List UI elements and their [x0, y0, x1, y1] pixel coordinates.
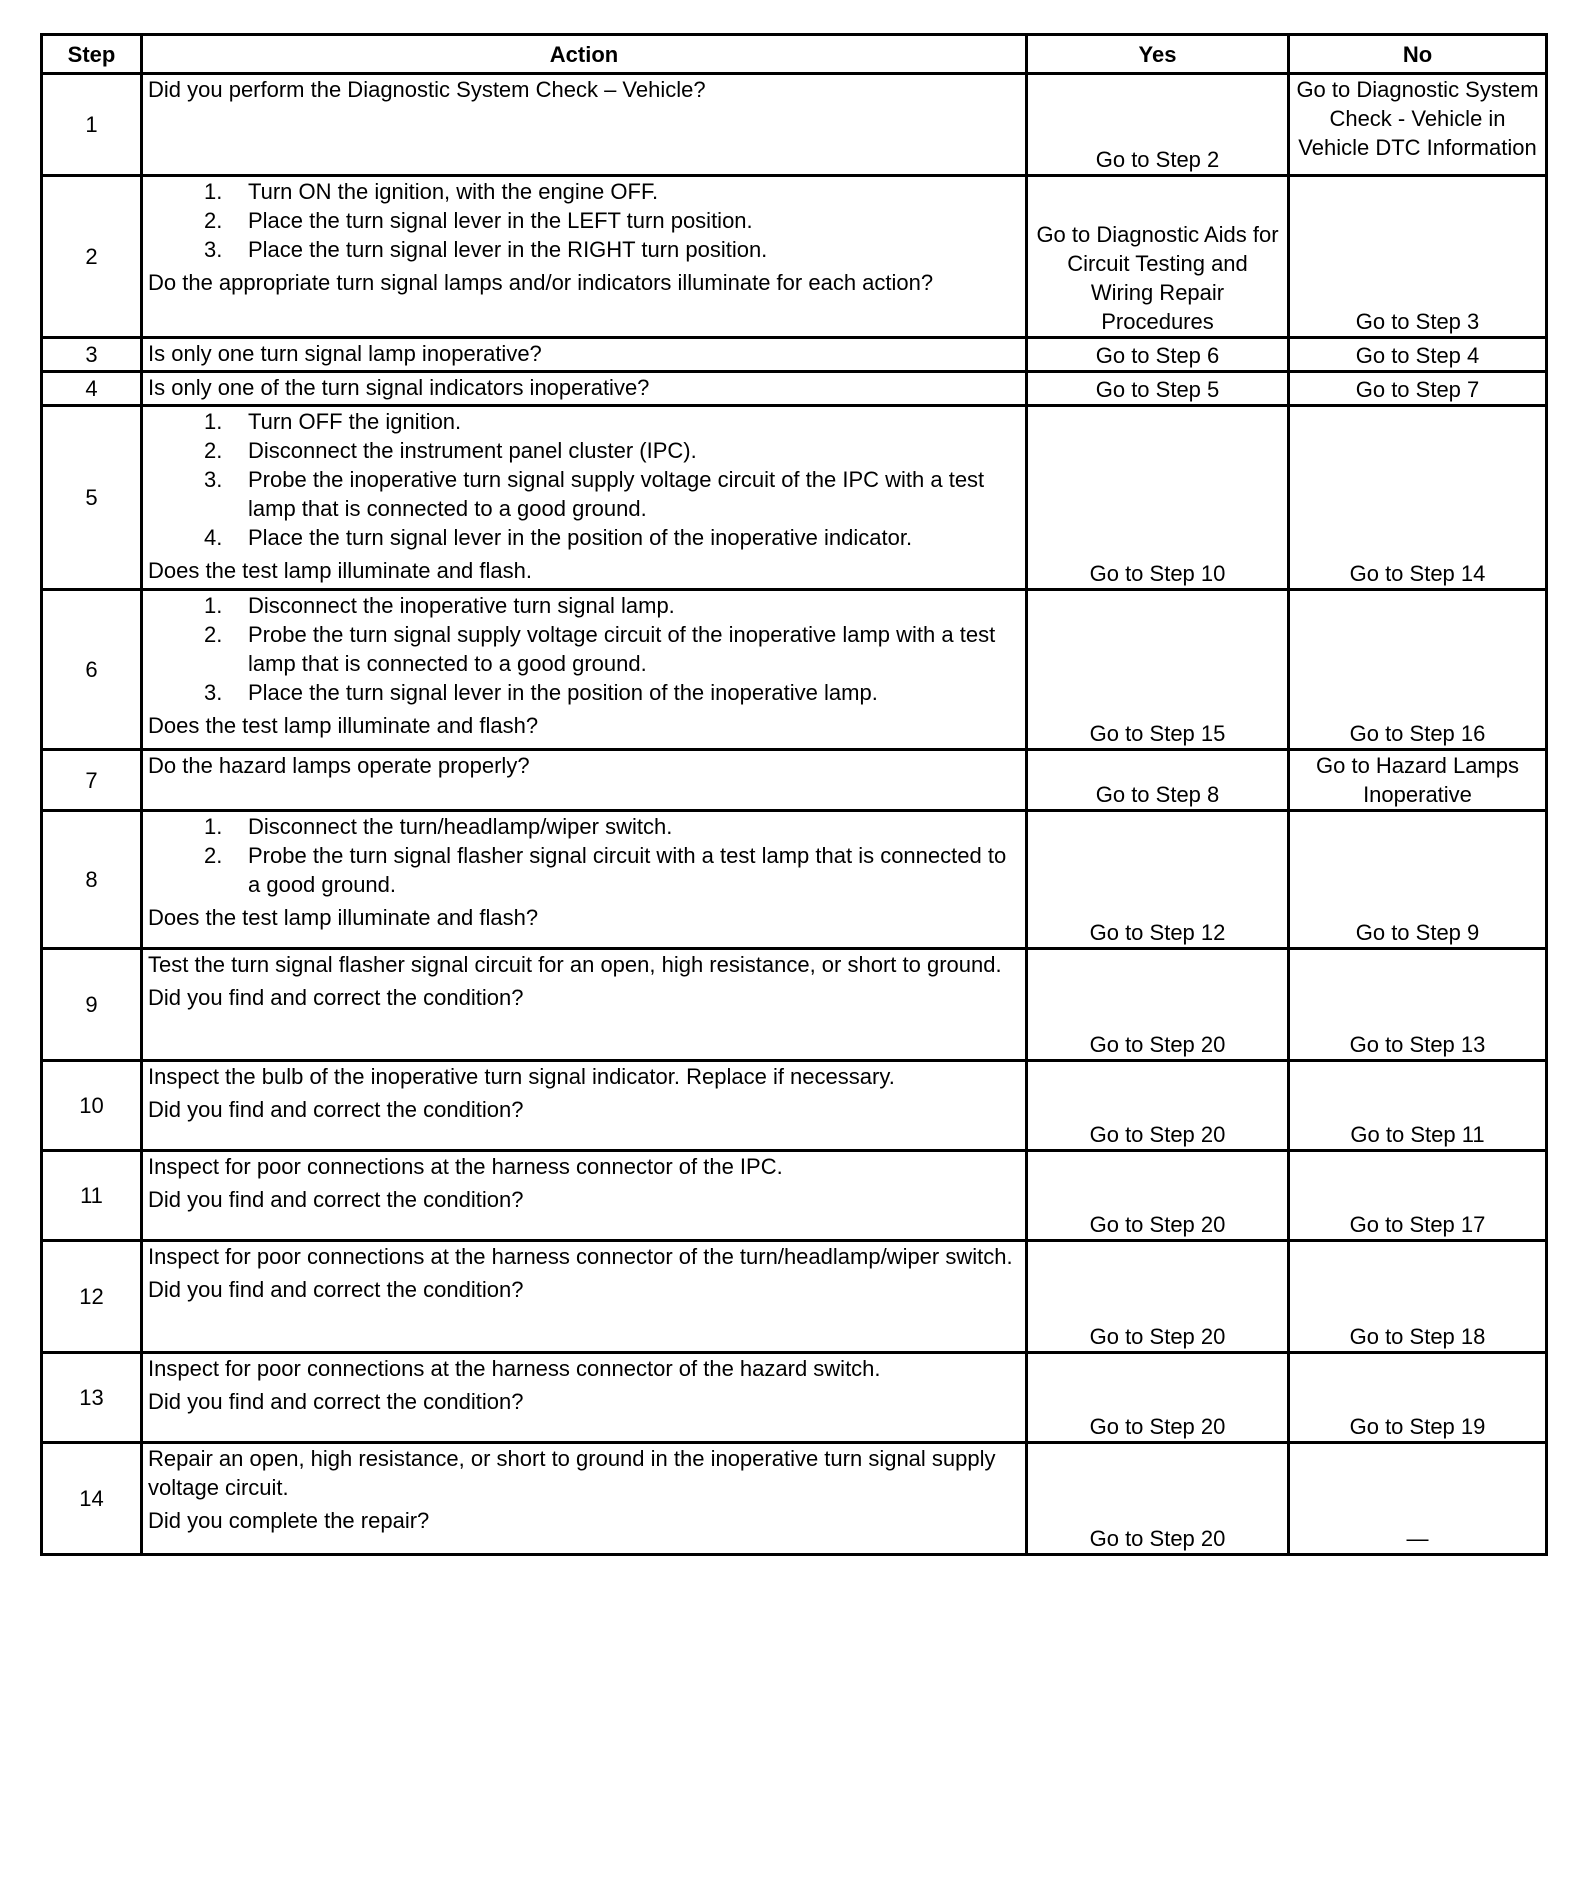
action-step-text: Turn OFF the ignition. [248, 409, 462, 434]
action-question: Does the test lamp illuminate and flash? [148, 713, 539, 738]
step-number: 13 [42, 1353, 142, 1443]
action-cell [142, 1241, 1027, 1353]
action-step-text: Disconnect the instrument panel cluster (IPC). [248, 438, 697, 463]
action-text: Is only one turn signal lamp inoperative? [148, 341, 542, 366]
action-step-text: Probe the inoperative turn signal supply voltage circuit of the IPC with a test lamp that is connected to a good ground. [248, 467, 985, 521]
action-question: Do the appropriate turn signal lamps and/or indicators illuminate for each action? [148, 270, 934, 295]
table-row [42, 811, 1547, 949]
action-text: Do the hazard lamps operate properly? [148, 753, 530, 778]
action-text: Is only one of the turn signal indicators inoperative? [148, 375, 650, 400]
action-cell [142, 811, 1027, 949]
action-cell [142, 1353, 1027, 1443]
action-step-number: 3. [204, 680, 223, 705]
diagnostic-table [40, 33, 1548, 1556]
no-result: Go to Step 13 [1289, 949, 1547, 1061]
action-step-text: Probe the turn signal flasher signal circuit with a test lamp that is connected to a good ground. [248, 843, 1007, 897]
action-question: Did you find and correct the condition? [148, 1187, 524, 1212]
table-row [42, 176, 1547, 338]
table-row [42, 1241, 1547, 1353]
table-row [42, 1353, 1547, 1443]
yes-result: Go to Step 20 [1027, 949, 1289, 1061]
no-result: Go to Step 17 [1289, 1151, 1547, 1241]
action-step-number: 4. [204, 525, 223, 550]
yes-result: Go to Step 20 [1027, 1151, 1289, 1241]
header-yes: Yes [1027, 35, 1289, 74]
yes-result: Go to Step 20 [1027, 1061, 1289, 1151]
action-step-text: Disconnect the turn/headlamp/wiper switch. [248, 814, 673, 839]
header-step: Step [42, 35, 142, 74]
yes-result: Go to Step 12 [1027, 811, 1289, 949]
action-step-item [204, 465, 1020, 523]
action-step-item [204, 523, 1020, 552]
action-steps-list [148, 591, 1020, 707]
action-step-text: Probe the turn signal supply voltage circuit of the inoperative lamp with a test lamp that is connected to a good ground. [248, 622, 996, 676]
yes-result: Go to Step 2 [1027, 74, 1289, 176]
action-step-text: Place the turn signal lever in the position of the inoperative lamp. [248, 680, 878, 705]
no-result: Go to Step 7 [1289, 372, 1547, 406]
no-result: Go to Step 9 [1289, 811, 1547, 949]
action-question: Did you find and correct the condition? [148, 1277, 524, 1302]
no-result: Go to Step 4 [1289, 338, 1547, 372]
no-result: — [1289, 1443, 1547, 1555]
table-row [42, 949, 1547, 1061]
action-cell [142, 590, 1027, 750]
action-steps-list [148, 812, 1020, 899]
action-step-text: Place the turn signal lever in the position of the inoperative indicator. [248, 525, 913, 550]
yes-result: Go to Step 6 [1027, 338, 1289, 372]
table-row [42, 590, 1547, 750]
action-question: Did you find and correct the condition? [148, 985, 524, 1010]
action-step-item [204, 812, 1020, 841]
action-text: Inspect for poor connections at the harness connector of the hazard switch. [148, 1356, 881, 1381]
header-row [42, 35, 1547, 74]
header-no: No [1289, 35, 1547, 74]
action-step-text: Place the turn signal lever in the RIGHT turn position. [248, 237, 768, 262]
action-step-item [204, 206, 1020, 235]
action-steps-list [148, 407, 1020, 552]
action-step-item [204, 620, 1020, 678]
action-question: Did you complete the repair? [148, 1508, 430, 1533]
yes-result: Go to Diagnostic Aids for Circuit Testing and Wiring Repair Procedures [1027, 176, 1289, 338]
yes-result: Go to Step 15 [1027, 590, 1289, 750]
step-number: 1 [42, 74, 142, 176]
table-row [42, 750, 1547, 811]
action-cell [142, 1443, 1027, 1555]
action-question: Did you find and correct the condition? [148, 1097, 524, 1122]
header-action: Action [142, 35, 1027, 74]
action-step-number: 1. [204, 593, 223, 618]
table-row [42, 372, 1547, 406]
action-cell [142, 1061, 1027, 1151]
action-step-number: 2. [204, 208, 223, 233]
step-number: 12 [42, 1241, 142, 1353]
no-result: Go to Step 11 [1289, 1061, 1547, 1151]
action-question: Did you find and correct the condition? [148, 1389, 524, 1414]
diagnostic-table-sheet [40, 33, 1548, 1556]
action-cell [142, 949, 1027, 1061]
table-body [42, 74, 1547, 1555]
action-text: Inspect for poor connections at the harness connector of the IPC. [148, 1154, 783, 1179]
action-step-item [204, 841, 1020, 899]
step-number: 14 [42, 1443, 142, 1555]
action-step-item [204, 235, 1020, 264]
step-number: 6 [42, 590, 142, 750]
table-row [42, 1061, 1547, 1151]
step-number: 2 [42, 176, 142, 338]
table-row [42, 74, 1547, 176]
step-number: 9 [42, 949, 142, 1061]
table-row [42, 406, 1547, 590]
action-cell [142, 372, 1027, 406]
action-cell [142, 406, 1027, 590]
action-step-item [204, 407, 1020, 436]
action-step-number: 2. [204, 622, 223, 647]
no-result: Go to Step 14 [1289, 406, 1547, 590]
step-number: 8 [42, 811, 142, 949]
action-step-text: Disconnect the inoperative turn signal lamp. [248, 593, 675, 618]
action-cell [142, 74, 1027, 176]
step-number: 3 [42, 338, 142, 372]
step-number: 10 [42, 1061, 142, 1151]
yes-result: Go to Step 10 [1027, 406, 1289, 590]
step-number: 4 [42, 372, 142, 406]
action-step-text: Turn ON the ignition, with the engine OFF. [248, 179, 659, 204]
action-question: Does the test lamp illuminate and flash? [148, 905, 539, 930]
yes-result: Go to Step 20 [1027, 1241, 1289, 1353]
no-result: Go to Diagnostic System Check - Vehicle in Vehicle DTC Information [1289, 74, 1547, 176]
action-step-number: 2. [204, 438, 223, 463]
action-cell [142, 750, 1027, 811]
action-text: Inspect the bulb of the inoperative turn signal indicator. Replace if necessary. [148, 1064, 895, 1089]
action-step-number: 1. [204, 409, 223, 434]
action-step-number: 3. [204, 237, 223, 262]
action-step-item [204, 591, 1020, 620]
no-result: Go to Step 18 [1289, 1241, 1547, 1353]
no-result: Go to Hazard Lamps Inoperative [1289, 750, 1547, 811]
action-step-item [204, 177, 1020, 206]
action-steps-list [148, 177, 1020, 264]
action-step-item [204, 678, 1020, 707]
step-number: 5 [42, 406, 142, 590]
action-text: Test the turn signal flasher signal circuit for an open, high resistance, or short to ground. [148, 952, 1002, 977]
action-step-item [204, 436, 1020, 465]
action-text: Inspect for poor connections at the harness connector of the turn/headlamp/wiper switch. [148, 1244, 1013, 1269]
action-step-number: 1. [204, 814, 223, 839]
action-step-number: 3. [204, 467, 223, 492]
step-number: 7 [42, 750, 142, 811]
action-cell [142, 1151, 1027, 1241]
action-text: Repair an open, high resistance, or short to ground in the inoperative turn signal supply voltage circuit. [148, 1446, 996, 1500]
yes-result: Go to Step 5 [1027, 372, 1289, 406]
action-cell [142, 338, 1027, 372]
table-row [42, 1443, 1547, 1555]
action-question: Does the test lamp illuminate and flash. [148, 558, 532, 583]
table-row [42, 338, 1547, 372]
step-number: 11 [42, 1151, 142, 1241]
yes-result: Go to Step 20 [1027, 1443, 1289, 1555]
action-step-number: 1. [204, 179, 223, 204]
action-cell [142, 176, 1027, 338]
yes-result: Go to Step 20 [1027, 1353, 1289, 1443]
action-step-number: 2. [204, 843, 223, 868]
yes-result: Go to Step 8 [1027, 750, 1289, 811]
no-result: Go to Step 3 [1289, 176, 1547, 338]
action-text: Did you perform the Diagnostic System Check – Vehicle? [148, 77, 706, 102]
table-row [42, 1151, 1547, 1241]
no-result: Go to Step 16 [1289, 590, 1547, 750]
no-result: Go to Step 19 [1289, 1353, 1547, 1443]
action-step-text: Place the turn signal lever in the LEFT turn position. [248, 208, 753, 233]
